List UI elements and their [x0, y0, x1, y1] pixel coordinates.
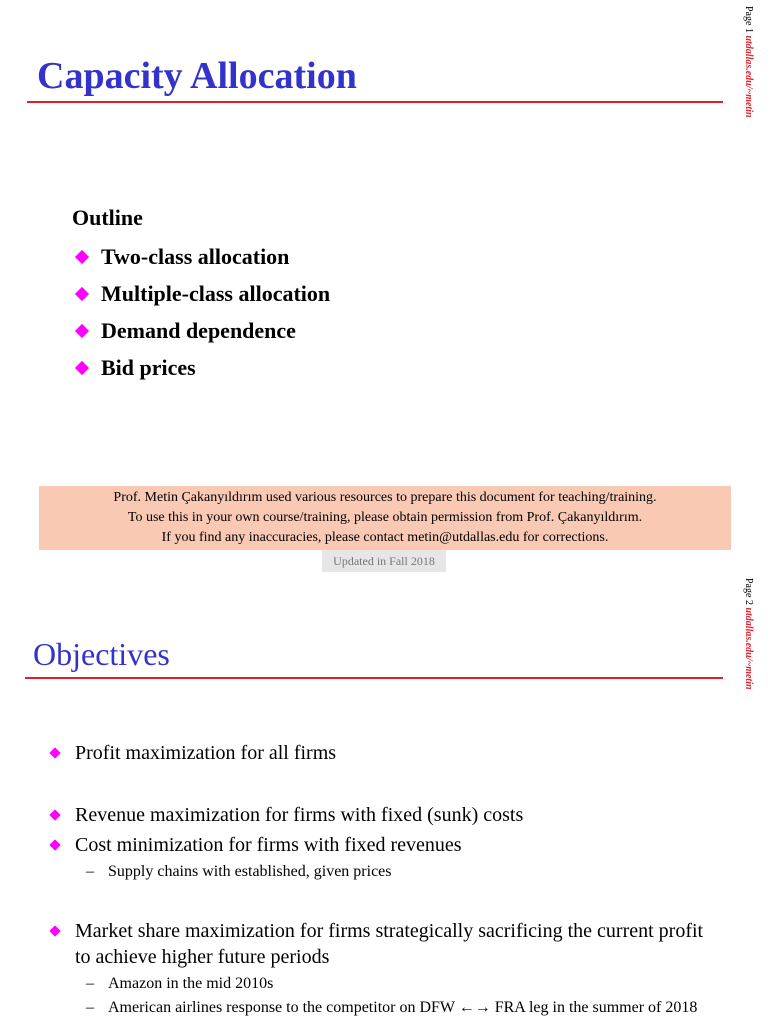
copyright-notice [39, 486, 731, 550]
list-item [48, 802, 523, 828]
sub-item-text: Amazon in the mid 2010s [108, 975, 274, 992]
list-item-text: Two-class allocation [101, 243, 290, 269]
bullet-text: Market share maximization for firms strategically sacrificing the current profit to achieve higher future periods [75, 920, 704, 968]
side-url: utdallas.edu/~metin [743, 35, 754, 118]
bullet-text: Profit maximization for all firms [75, 742, 337, 764]
list-item-text: Demand dependence [101, 317, 296, 343]
diamond-bullet-icon [49, 839, 60, 850]
diamond-bullet-icon [75, 323, 89, 337]
title-divider [25, 677, 723, 679]
page-number: Page 2 [743, 578, 754, 605]
list-item-text: Bid prices [101, 354, 196, 380]
sub-item-text: Supply chains with established, given prices [108, 863, 392, 880]
dash-marker: – [86, 999, 94, 1016]
list-item [72, 312, 330, 349]
slide-2-side-note [742, 578, 754, 690]
diamond-bullet-icon [75, 360, 89, 374]
slide-2-title: Objectives [33, 636, 170, 672]
list-item [72, 275, 330, 312]
list-item [72, 349, 330, 386]
notice-line: To use this in your own course/training, please obtain permission from Prof. Çakanyıldırım. [127, 510, 643, 525]
diamond-bullet-icon [49, 925, 60, 936]
notice-line: Prof. Metin Çakanyıldırım used various resources to prepare this document for teaching/training. [113, 490, 657, 505]
notice-line: If you find any inaccuracies, please contact metin@utdallas.edu for corrections. [161, 530, 609, 545]
outline-heading: Outline [72, 205, 143, 230]
dash-marker: – [86, 975, 94, 992]
updated-label: Updated in Fall 2018 [322, 550, 446, 572]
sub-list-item [86, 862, 392, 882]
list-item-text: Multiple-class allocation [101, 280, 331, 306]
list-item [72, 238, 330, 275]
list-item [48, 832, 462, 858]
diamond-bullet-icon [49, 809, 60, 820]
slide-1-side-note [742, 6, 754, 118]
list-item [48, 740, 336, 766]
diamond-bullet-icon [75, 286, 89, 300]
title-divider [27, 101, 723, 103]
page-number: Page 1 [743, 6, 754, 33]
bullet-text: Revenue maximization for firms with fixed (sunk) costs [75, 804, 524, 826]
side-url: utdallas.edu/~metin [743, 607, 754, 690]
sub-item-text: American airlines response to the competitor on DFW ←→ FRA leg in the summer of 2018 [108, 999, 698, 1016]
list-item [48, 918, 708, 970]
diamond-bullet-icon [49, 747, 60, 758]
sub-list-item [86, 998, 697, 1018]
outline [72, 204, 330, 386]
slide-1-title: Capacity Allocation [37, 55, 357, 97]
dash-marker: – [86, 863, 94, 880]
diamond-bullet-icon [75, 249, 89, 263]
outline-list [72, 238, 330, 386]
sub-list-item [86, 974, 273, 994]
bullet-text: Cost minimization for firms with fixed revenues [75, 834, 462, 856]
